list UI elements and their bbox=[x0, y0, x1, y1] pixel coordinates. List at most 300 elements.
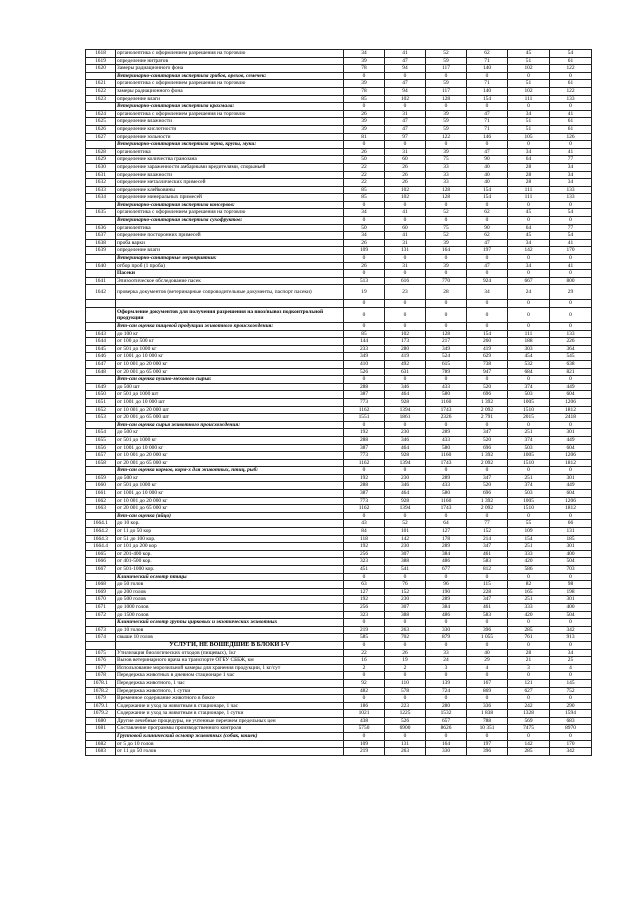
row-service-name: от 401-500 кор. bbox=[116, 558, 344, 566]
row-price-1: 0 bbox=[344, 308, 385, 323]
table-row bbox=[86, 497, 592, 505]
row-price-4: 90 bbox=[467, 224, 508, 232]
row-price-2: 388 bbox=[385, 611, 426, 619]
row-price-3: 75 bbox=[426, 224, 467, 232]
row-price-5: 51 bbox=[508, 118, 550, 126]
row-price-2: 0 bbox=[385, 573, 426, 581]
row-price-6: 1812 bbox=[550, 406, 592, 414]
row-price-6: 0 bbox=[550, 376, 592, 384]
row-price-1: 192 bbox=[344, 474, 385, 482]
row-code: 1633 bbox=[86, 186, 116, 194]
row-price-1: 482 bbox=[344, 687, 385, 695]
row-price-4: 396 bbox=[467, 626, 508, 634]
row-service-name: определение кислотности bbox=[116, 125, 344, 133]
table-row bbox=[86, 262, 592, 270]
row-price-3: 289 bbox=[426, 474, 467, 482]
row-price-5: 1510 bbox=[508, 505, 550, 513]
row-price-3: 789 bbox=[426, 368, 467, 376]
row-price-5: 333 bbox=[508, 603, 550, 611]
row-price-5: 0 bbox=[508, 201, 550, 209]
row-price-6: 41 bbox=[550, 110, 592, 118]
row-price-5: 285 bbox=[508, 626, 550, 634]
table-row bbox=[86, 103, 592, 111]
row-price-6: 185 bbox=[550, 535, 592, 543]
row-code: 1622 bbox=[86, 87, 116, 95]
row-price-2: 702 bbox=[385, 634, 426, 642]
row-price-1: 22 bbox=[344, 179, 385, 187]
row-price-3: 24 bbox=[426, 657, 467, 665]
table-row bbox=[86, 110, 592, 118]
row-price-4: 0 bbox=[467, 141, 508, 149]
row-price-4: 214 bbox=[467, 535, 508, 543]
row-service-name: до 1000 голов bbox=[116, 603, 344, 611]
row-code: 1649 bbox=[86, 383, 116, 391]
row-code: 1657 bbox=[86, 452, 116, 460]
row-price-2: 1225 bbox=[385, 710, 426, 718]
row-price-3: 190 bbox=[426, 588, 467, 596]
row-price-6: 41 bbox=[550, 148, 592, 156]
row-price-3: 433 bbox=[426, 436, 467, 444]
row-price-3: 52 bbox=[426, 50, 467, 58]
row-price-1: 26 bbox=[344, 148, 385, 156]
row-price-1: 0 bbox=[344, 201, 385, 209]
row-price-2: 26 bbox=[385, 649, 426, 657]
row-price-6: 0 bbox=[550, 641, 592, 649]
row-price-4: 0 bbox=[467, 255, 508, 263]
row-code: 1647 bbox=[86, 360, 116, 368]
table-row bbox=[86, 323, 592, 331]
row-price-4: 152 bbox=[467, 528, 508, 536]
row-service-name: до 10 голов bbox=[116, 626, 344, 634]
row-price-2: 19 bbox=[385, 657, 426, 665]
row-code: 1668 bbox=[86, 581, 116, 589]
table-row bbox=[86, 429, 592, 437]
row-price-1: 16 bbox=[344, 657, 385, 665]
row-price-1: 233 bbox=[344, 345, 385, 353]
row-service-name: от 51 до 100 кор. bbox=[116, 535, 344, 543]
row-price-3: 0 bbox=[426, 672, 467, 680]
row-price-2: 0 bbox=[385, 695, 426, 703]
row-price-5: 1005 bbox=[508, 497, 550, 505]
row-service-name: от 20 001 до 65 000 кг bbox=[116, 459, 344, 467]
row-price-5: 121 bbox=[508, 679, 550, 687]
row-price-1: 109 bbox=[344, 740, 385, 748]
table-row bbox=[86, 217, 592, 225]
row-price-6: 1812 bbox=[550, 459, 592, 467]
table-row bbox=[86, 156, 592, 164]
row-code: 1670 bbox=[86, 596, 116, 604]
row-price-3: 1160 bbox=[426, 452, 467, 460]
row-price-4: 197 bbox=[467, 740, 508, 748]
row-price-1: 219 bbox=[344, 748, 385, 756]
row-price-5: 0 bbox=[508, 72, 550, 80]
row-price-1: 288 bbox=[344, 436, 385, 444]
row-price-5: 142 bbox=[508, 247, 550, 255]
row-price-2: 94 bbox=[385, 65, 426, 73]
table-row bbox=[86, 725, 592, 733]
row-price-2: 41 bbox=[385, 232, 426, 240]
row-price-4: 40 bbox=[467, 179, 508, 187]
row-price-4: 520 bbox=[467, 383, 508, 391]
row-price-1: 39 bbox=[344, 118, 385, 126]
table-row bbox=[86, 414, 592, 422]
row-price-5: 761 bbox=[508, 634, 550, 642]
row-price-5: 251 bbox=[508, 596, 550, 604]
row-price-3: 433 bbox=[426, 383, 467, 391]
row-price-3: 280 bbox=[426, 702, 467, 710]
row-price-3: 122 bbox=[426, 133, 467, 141]
row-price-4: 47 bbox=[467, 148, 508, 156]
row-price-1: 0 bbox=[344, 103, 385, 111]
row-code: 1667 bbox=[86, 566, 116, 574]
row-price-3: 128 bbox=[426, 95, 467, 103]
row-price-5: 34 bbox=[508, 239, 550, 247]
row-price-5: 45 bbox=[508, 50, 550, 58]
row-price-2: 578 bbox=[385, 687, 426, 695]
row-service-name: органолептика с оформлением разрешения на торговлю bbox=[116, 110, 344, 118]
row-code: 1626 bbox=[86, 125, 116, 133]
row-price-5: 111 bbox=[508, 330, 550, 338]
row-price-4: 0 bbox=[467, 619, 508, 627]
row-service-name: Использование морозильной камеры для хранения продукции, 1 кг/сут bbox=[116, 664, 344, 672]
row-price-2: 2 bbox=[385, 664, 426, 672]
row-price-6: 0 bbox=[550, 255, 592, 263]
row-price-2: 60 bbox=[385, 156, 426, 164]
row-service-name: Ветеринарно-санитарная экспертиза крахмала: bbox=[116, 103, 344, 111]
row-price-2: 0 bbox=[385, 308, 426, 323]
row-code: 1666 bbox=[86, 558, 116, 566]
row-price-4: 1 392 bbox=[467, 497, 508, 505]
row-price-1: 0 bbox=[344, 672, 385, 680]
row-price-5: 51 bbox=[508, 80, 550, 88]
row-price-2: 23 bbox=[385, 285, 426, 300]
row-price-1: 0 bbox=[344, 421, 385, 429]
row-price-5: 667 bbox=[508, 277, 550, 285]
row-code: 1678.1 bbox=[86, 679, 116, 687]
row-code: 1644 bbox=[86, 338, 116, 346]
row-price-1: 0 bbox=[344, 695, 385, 703]
row-service-name: отбор проб (1 проба) bbox=[116, 262, 344, 270]
row-price-4: 62 bbox=[467, 50, 508, 58]
row-price-5: 34 bbox=[508, 262, 550, 270]
row-price-6: 0 bbox=[550, 270, 592, 278]
table-row bbox=[86, 141, 592, 149]
row-service-name: Передержка животного, 1 сутки bbox=[116, 687, 344, 695]
row-price-6: 0 bbox=[550, 512, 592, 520]
row-price-6: 34 bbox=[550, 179, 592, 187]
row-price-2: 102 bbox=[385, 186, 426, 194]
row-price-6: 0 bbox=[550, 421, 592, 429]
row-price-4: 583 bbox=[467, 611, 508, 619]
row-price-4: 0 bbox=[467, 323, 508, 331]
row-price-6: 1812 bbox=[550, 505, 592, 513]
row-code: 1679 bbox=[86, 695, 116, 703]
row-price-1: 63 bbox=[344, 581, 385, 589]
row-price-5: 109 bbox=[508, 528, 550, 536]
row-price-6: 131 bbox=[550, 528, 592, 536]
row-code: 1634 bbox=[86, 194, 116, 202]
row-price-1: 81 bbox=[344, 133, 385, 141]
row-code: 1676 bbox=[86, 657, 116, 665]
table-row bbox=[86, 626, 592, 634]
row-code: 1628 bbox=[86, 148, 116, 156]
row-price-4: 146 bbox=[467, 133, 508, 141]
row-price-3: 486 bbox=[426, 558, 467, 566]
row-code: 1659 bbox=[86, 474, 116, 482]
table-row bbox=[86, 376, 592, 384]
row-price-6: 301 bbox=[550, 474, 592, 482]
row-price-2: 0 bbox=[385, 323, 426, 331]
row-price-5: 285 bbox=[508, 748, 550, 756]
row-code: 1653 bbox=[86, 414, 116, 422]
row-price-1: 78 bbox=[344, 87, 385, 95]
table-row bbox=[86, 687, 592, 695]
row-price-1: 410 bbox=[344, 360, 385, 368]
row-price-6: 301 bbox=[550, 543, 592, 551]
row-price-6: 913 bbox=[550, 634, 592, 642]
row-price-6: 400 bbox=[550, 603, 592, 611]
row-price-2: 307 bbox=[385, 550, 426, 558]
row-price-1: 219 bbox=[344, 626, 385, 634]
row-code: 1638 bbox=[86, 239, 116, 247]
row-price-2: 26 bbox=[385, 171, 426, 179]
row-price-4: 0 bbox=[467, 512, 508, 520]
row-price-3: 178 bbox=[426, 535, 467, 543]
row-price-4: 0 bbox=[467, 573, 508, 581]
row-service-name: определение влажности bbox=[116, 118, 344, 126]
row-price-3: 580 bbox=[426, 391, 467, 399]
row-service-name: от 1001 до 10 000 кг bbox=[116, 490, 344, 498]
row-code: 1675 bbox=[86, 649, 116, 657]
row-price-6: 545 bbox=[550, 353, 592, 361]
row-price-2: 0 bbox=[385, 376, 426, 384]
table-row bbox=[86, 482, 592, 490]
row-price-1: 85 bbox=[344, 95, 385, 103]
row-price-2: 97 bbox=[385, 133, 426, 141]
row-price-1: 1021 bbox=[344, 710, 385, 718]
row-price-1: 22 bbox=[344, 171, 385, 179]
row-price-5: 51 bbox=[508, 57, 550, 65]
row-service-name: до 200 голов bbox=[116, 588, 344, 596]
row-price-4: 2 092 bbox=[467, 406, 508, 414]
table-row bbox=[86, 209, 592, 217]
row-code: 1631 bbox=[86, 171, 116, 179]
row-price-4: 0 bbox=[467, 376, 508, 384]
row-service-name: Утилизация биологических отходов (пищевых), 1кг bbox=[116, 649, 344, 657]
row-code: 1621 bbox=[86, 80, 116, 88]
row-price-6: 342 bbox=[550, 748, 592, 756]
row-price-1: 50 bbox=[344, 156, 385, 164]
row-price-6: 400 bbox=[550, 550, 592, 558]
row-price-6: 170 bbox=[550, 740, 592, 748]
row-price-4: 40 bbox=[467, 649, 508, 657]
row-code: 1683 bbox=[86, 748, 116, 756]
row-price-4: 47 bbox=[467, 262, 508, 270]
row-service-name: органолептика bbox=[116, 148, 344, 156]
row-price-3: 486 bbox=[426, 611, 467, 619]
row-price-1: 26 bbox=[344, 262, 385, 270]
row-price-3: 2326 bbox=[426, 414, 467, 422]
table-row bbox=[86, 398, 592, 406]
row-price-6: 1206 bbox=[550, 398, 592, 406]
row-price-1: 118 bbox=[344, 535, 385, 543]
table-body bbox=[86, 50, 592, 756]
row-code: 1681 bbox=[86, 725, 116, 733]
row-price-5: 102 bbox=[508, 87, 550, 95]
row-code: 1678 bbox=[86, 672, 116, 680]
row-price-1: 585 bbox=[344, 634, 385, 642]
row-service-name: Ветеринарно-санитарная экспертиза зерна, крупы, муки: bbox=[116, 141, 344, 149]
row-price-4: 947 bbox=[467, 368, 508, 376]
row-price-1: 0 bbox=[344, 270, 385, 278]
row-price-6: 66 bbox=[550, 520, 592, 528]
row-price-6: 604 bbox=[550, 391, 592, 399]
row-service-name: Вет-сан оценка (яйцо) bbox=[116, 512, 344, 520]
row-code: 1654 bbox=[86, 429, 116, 437]
row-price-5: 420 bbox=[508, 558, 550, 566]
row-price-6: 126 bbox=[550, 133, 592, 141]
row-price-3: 117 bbox=[426, 65, 467, 73]
row-price-6: 0 bbox=[550, 323, 592, 331]
row-price-1: 5750 bbox=[344, 725, 385, 733]
row-price-1: 26 bbox=[344, 110, 385, 118]
row-price-3: 28 bbox=[426, 285, 467, 300]
row-price-3: 677 bbox=[426, 566, 467, 574]
row-price-6: 0 bbox=[550, 217, 592, 225]
row-price-6: 122 bbox=[550, 65, 592, 73]
row-price-6: 54 bbox=[550, 50, 592, 58]
table-row bbox=[86, 535, 592, 543]
row-price-2: 263 bbox=[385, 626, 426, 634]
row-price-5: 0 bbox=[508, 421, 550, 429]
row-price-5: 0 bbox=[508, 376, 550, 384]
table-row bbox=[86, 512, 592, 520]
row-code: 1627 bbox=[86, 133, 116, 141]
row-price-3: 0 bbox=[426, 323, 467, 331]
row-price-5: 28 bbox=[508, 649, 550, 657]
row-price-4: 140 bbox=[467, 65, 508, 73]
row-price-1: 85 bbox=[344, 186, 385, 194]
table-row bbox=[86, 459, 592, 467]
table-row bbox=[86, 679, 592, 687]
row-price-6: 2418 bbox=[550, 414, 592, 422]
row-price-4: 167 bbox=[467, 679, 508, 687]
row-price-1: 50 bbox=[344, 224, 385, 232]
row-code: 1643 bbox=[86, 330, 116, 338]
row-price-3: 39 bbox=[426, 148, 467, 156]
table-row bbox=[86, 118, 592, 126]
row-price-3: 0 bbox=[426, 141, 467, 149]
row-price-6: 122 bbox=[550, 87, 592, 95]
row-service-name: от 501 до 1000 кг bbox=[116, 482, 344, 490]
row-code: 1656 bbox=[86, 444, 116, 452]
row-price-5: 111 bbox=[508, 186, 550, 194]
row-price-6: 290 bbox=[550, 702, 592, 710]
row-price-4: 77 bbox=[467, 520, 508, 528]
row-price-4: 71 bbox=[467, 57, 508, 65]
row-price-2: 307 bbox=[385, 603, 426, 611]
row-service-name: до 100 кг bbox=[116, 330, 344, 338]
row-price-6: 0 bbox=[550, 672, 592, 680]
row-price-5: 586 bbox=[508, 566, 550, 574]
row-price-3: 0 bbox=[426, 255, 467, 263]
row-price-2: 388 bbox=[385, 558, 426, 566]
table-row bbox=[86, 695, 592, 703]
row-price-3: 1160 bbox=[426, 398, 467, 406]
row-price-3: 52 bbox=[426, 209, 467, 217]
row-price-4: 47 bbox=[467, 110, 508, 118]
row-price-3: 33 bbox=[426, 649, 467, 657]
row-price-5: 111 bbox=[508, 95, 550, 103]
table-row bbox=[86, 596, 592, 604]
row-price-6: 0 bbox=[550, 300, 592, 308]
row-price-6: 41 bbox=[550, 262, 592, 270]
row-price-4: 29 bbox=[467, 657, 508, 665]
row-code: 1635 bbox=[86, 209, 116, 217]
row-price-1: 34 bbox=[344, 50, 385, 58]
row-price-4: 0 bbox=[467, 733, 508, 741]
row-price-3: 1743 bbox=[426, 505, 467, 513]
row-price-2: 31 bbox=[385, 110, 426, 118]
row-service-name: определение количества гранозана bbox=[116, 156, 344, 164]
row-code: 1637 bbox=[86, 232, 116, 240]
row-price-4: 154 bbox=[467, 95, 508, 103]
row-code bbox=[86, 141, 116, 149]
row-price-6: 8970 bbox=[550, 725, 592, 733]
row-price-2: 0 bbox=[385, 270, 426, 278]
row-service-name: от 20 001 до 65 000 кг bbox=[116, 368, 344, 376]
row-price-1: 192 bbox=[344, 596, 385, 604]
row-price-3: 33 bbox=[426, 171, 467, 179]
row-service-name: Клинический осмотр группы цирковых и экзотических животных bbox=[116, 619, 344, 627]
row-code: 1625 bbox=[86, 118, 116, 126]
row-price-1: 78 bbox=[344, 65, 385, 73]
row-price-4: 62 bbox=[467, 209, 508, 217]
row-service-name: от 5 до 10 голов bbox=[116, 740, 344, 748]
row-service-name: Клинический осмотр птицы bbox=[116, 573, 344, 581]
row-price-1: 256 bbox=[344, 550, 385, 558]
row-price-4: 90 bbox=[467, 156, 508, 164]
row-code bbox=[86, 201, 116, 209]
row-price-5: 374 bbox=[508, 482, 550, 490]
row-price-2: 346 bbox=[385, 383, 426, 391]
row-code: 1650 bbox=[86, 391, 116, 399]
row-code bbox=[86, 300, 116, 308]
row-price-4: 71 bbox=[467, 125, 508, 133]
row-price-4: 197 bbox=[467, 247, 508, 255]
row-price-3: 39 bbox=[426, 262, 467, 270]
row-service-name: Вет-сан оценка сырья животного происхождения: bbox=[116, 421, 344, 429]
table-row bbox=[86, 603, 592, 611]
row-price-1: 526 bbox=[344, 368, 385, 376]
row-price-3: 128 bbox=[426, 194, 467, 202]
row-price-4: 461 bbox=[467, 603, 508, 611]
row-price-2: 47 bbox=[385, 57, 426, 65]
row-price-5: 0 bbox=[508, 323, 550, 331]
row-price-1: 288 bbox=[344, 482, 385, 490]
row-price-3: 96 bbox=[426, 581, 467, 589]
table-row bbox=[86, 87, 592, 95]
row-code bbox=[86, 376, 116, 384]
table-row bbox=[86, 125, 592, 133]
table-row bbox=[86, 391, 592, 399]
row-code bbox=[86, 217, 116, 225]
row-price-1: 2 bbox=[344, 664, 385, 672]
row-price-1: 39 bbox=[344, 57, 385, 65]
row-price-6: 604 bbox=[550, 444, 592, 452]
row-code: 1636 bbox=[86, 224, 116, 232]
row-service-name: определение зараженности амбарными вредителями, спорыньей bbox=[116, 163, 344, 171]
